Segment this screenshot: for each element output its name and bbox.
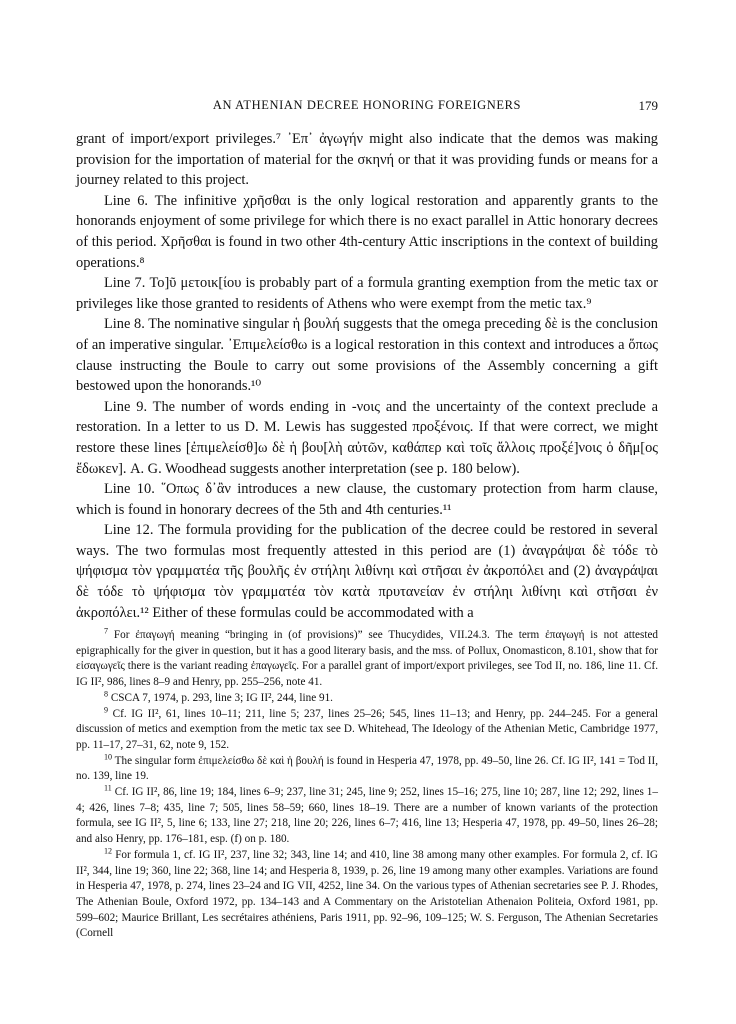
footnote-number: 7 xyxy=(104,626,109,636)
footnotes xyxy=(76,628,658,942)
footnote-number: 11 xyxy=(104,783,112,793)
footnote-text: For formula 1, cf. IG II², 237, line 32; 343, line 14; and 410, line 38 among many other examples. For formula 2, cf. IG II², 344, line 19; 360, line 22; 368, line 14; and Hesperia 8, 1939, p. 26, line 19 among many other examples. Variations are found in Hesperia 47, 1978, p. 274, lines 23–24 and IG VII, 4252, line 34. On the various types of Athenian secretaries see P. J. Rhodes, The Athenian Boule, Oxford 1972, pp. 134–143 and A Commentary on the Aristotelian Athenaion Politeia, Oxford 1981, pp. 599–602; Maurice Brillant, Les secrétaires athéniens, Paris 1911, pp. 92–96, 109–125; W. S. Ferguson, The Athenian Secretaries (Cornell xyxy=(76,848,658,940)
footnote xyxy=(76,704,659,754)
paragraph: Line 6. The infinitive χρῆσθαι is the only logical restoration and apparently grants to the honorands enjoyment of some privilege for which there is no exact parallel in Attic honorary decrees of this period. Χρῆσθαι is found in two other 4th-century Attic inscriptions in the context of building operations.⁸ xyxy=(76,192,658,271)
page-header xyxy=(76,98,658,116)
footnote-number: 10 xyxy=(104,751,113,761)
paragraph: Line 8. The nominative singular ἡ βουλή suggests that the omega preceding δὲ is the conclusion of an imperative singular. ᾿Επιμελείσθω is a logical restoration in this context and introduces a ὅπως clause instructing the Boule to carry out some provisions of the Assembly concerning a gift bestowed upon the honorands.¹⁰ xyxy=(76,316,658,395)
footnote-number: 9 xyxy=(104,704,109,714)
footnote xyxy=(76,785,658,848)
footnote xyxy=(76,751,658,785)
running-head: AN ATHENIAN DECREE HONORING FOREIGNERS xyxy=(212,98,522,112)
footnote-number: 8 xyxy=(104,689,109,699)
footnote-text: Cf. IG II², 86, line 19; 184, lines 6–9; 237, line 31; 245, line 9; 252, lines 15–16; 275, line 10; 287, line 12; 292, lines 1–4; 426, lines 7–8; 435, line 7; 505, lines 58–59; 660, lines 18–19. There are a number of known variants of the protection formula, see IG II², 5, line 6; 133, line 27; 218, line 20; 226, lines 6–7; 416, line 13; Hesperia 47, 1978, pp. 49–50, lines 26–28; and also Henry, pp. 176–181, esp. (f) on p. 180. xyxy=(76,786,658,846)
footnote xyxy=(76,848,658,942)
footnote-text: For ἐπαγωγή meaning “bringing in (of provisions)” see Thucydides, VII.24.3. The term ἐπαγωγή is not attested epigraphically for the giver in question, but it has a good literary basis, and the mss. of Pollux, Onomasticon, 8.101, show that for εἰσαγωγεῖς there is the variant reading ἐπαγωγεῖς. For a parallel grant of import/export privileges, see Tod II, no. 186, line 11. Cf. IG II², 986, lines 8–9 and Henry, pp. 255–256, note 41. xyxy=(76,629,659,689)
paragraph: Line 9. The number of words ending in -νοις and the uncertainty of the context preclude a restoration. In a letter to us D. M. Lewis has suggested προξένοις. If that were correct, we might restore these lines [ἐπιμελείσθ]ω δὲ ἡ βου[λὴ αὐτῶν, καθάπερ καὶ τοῖς ἄλλοις προξέ]νοις ὁ δῆμ[ος ἔδωκεν]. A. G. Woodhead suggests another interpretation (see p. 180 below). xyxy=(76,398,658,477)
paragraph: grant of import/export privileges.⁷ ᾿Επ᾿ ἀγωγήν might also indicate that the demos was making provision for the importation of material for the σκηνή or that it was providing funds or means for a journey related to this project. xyxy=(76,131,658,189)
footnote-text: The singular form ἐπιμελείσθω δὲ καὶ ἡ βουλή is found in Hesperia 47, 1978, pp. 49–50, line 26. Cf. IG II², 141 = Tod II, no. 139, line 19. xyxy=(76,754,658,783)
footnote-text: Cf. IG II², 61, lines 10–11; 211, line 5; 237, lines 25–26; 545, lines 11–13; and Henry, pp. 244–245. For a general discussion of metics and exemption from the metic tax see D. Whitehead, The Ideology of the Athenian Metic, Cambridge 1977, pp. 11–17, 27–31, 62, note 9, 152. xyxy=(76,707,659,751)
footnote xyxy=(76,628,658,691)
paragraph: Line 7. Το]ῦ μετοικ[ίου is probably part of a formula granting exemption from the metic tax or privileges like those granted to residents of Athens who were exempt from the metic tax.⁹ xyxy=(76,275,658,312)
paragraph: Line 12. The formula providing for the publication of the decree could be restored in several ways. The two formulas most frequently attested in this period are (1) ἀναγράψαι δὲ τόδε τὸ ψήφισμα τὸν γραμματέα τῆς βουλῆς ἐν στήληι λιθίνηι καὶ στῆσαι ἐν ἀκροπόλει and (2) ἀναγράψαι δὲ τόδε τὸ ψήφισμα τὸν γραμματέα τὸν κατὰ πρυτανείαν ἐν στήληι λιθίνηι καὶ στῆσαι ἐν ἀκροπόλει.¹² Either of these formulas could be accommodated with a xyxy=(76,522,658,621)
footnote-number: 12 xyxy=(104,846,113,856)
body-text xyxy=(76,129,658,623)
page-number: 179 xyxy=(638,98,658,113)
footnote xyxy=(76,691,658,707)
paragraph: Line 10. ῞Οπως δ᾿ἂν introduces a new clause, the customary protection from harm clause, which is found in honorary decrees of the 5th and 4th centuries.¹¹ xyxy=(76,481,658,518)
footnote-text: CSCA 7, 1974, p. 293, line 3; IG II², 244, line 91. xyxy=(110,691,333,704)
